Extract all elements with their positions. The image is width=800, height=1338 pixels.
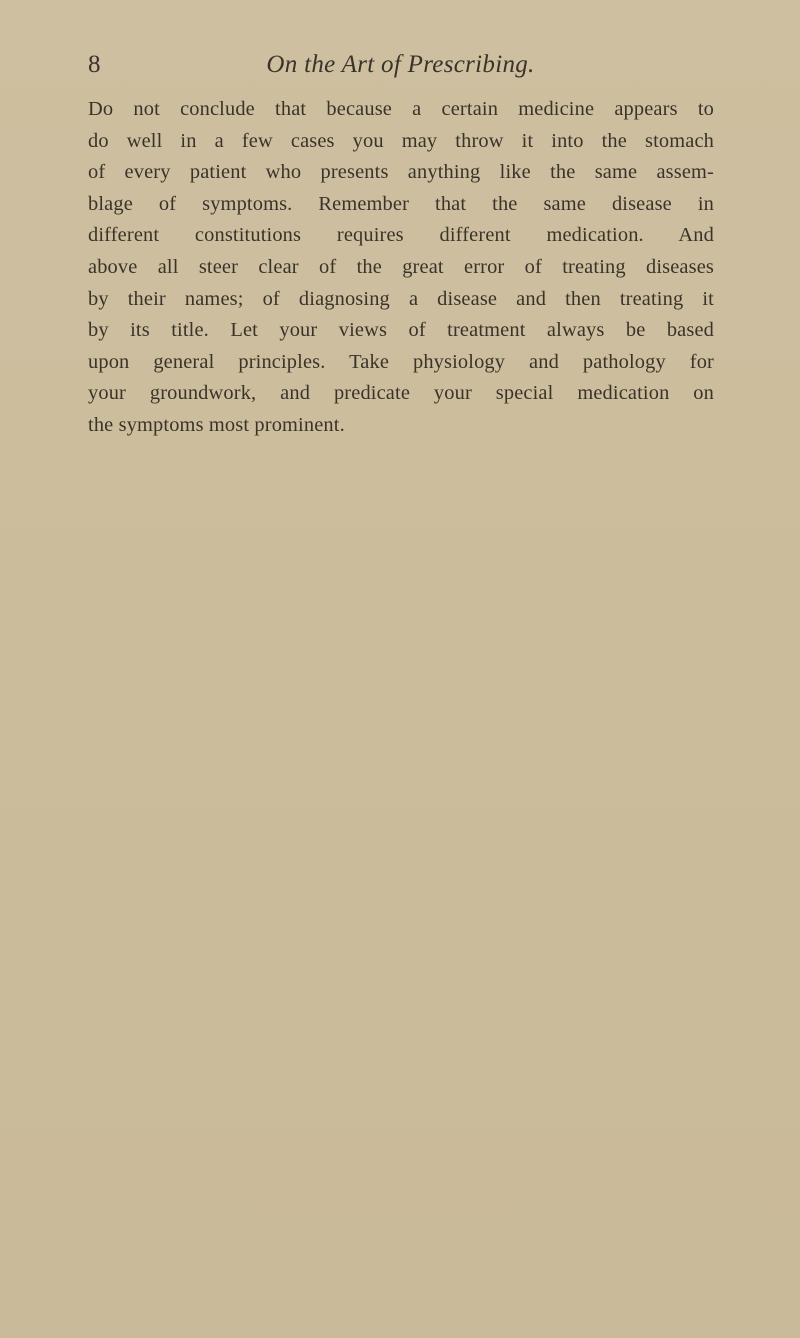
running-head: On the Art of Prescribing. (266, 51, 535, 78)
text-line: Do not conclude that because a certain medicine appears to (88, 98, 714, 120)
page-header (88, 48, 713, 82)
text-line: above all steer clear of the great error of treating diseases (88, 255, 714, 278)
body-paragraph (88, 94, 714, 442)
text-line: the symptoms most prominent. (88, 413, 345, 436)
page-number: 8 (88, 51, 101, 78)
text-line: by their names; of diagnosing a disease and then treating it (88, 287, 714, 310)
text-line: do well in a few cases you may throw it into the stomach (88, 129, 714, 152)
text-line: of every patient who presents anything like the same assem- (88, 161, 714, 184)
text-line: blage of symptoms. Remember that the same disease in (88, 192, 714, 215)
text-line: by its title. Let your views of treatment always be based (88, 319, 714, 342)
text-line: your groundwork, and predicate your special medication on (88, 382, 714, 405)
text-line: different constitutions requires different medication. And (88, 224, 714, 247)
text-line: upon general principles. Take physiology and pathology for (88, 350, 714, 373)
